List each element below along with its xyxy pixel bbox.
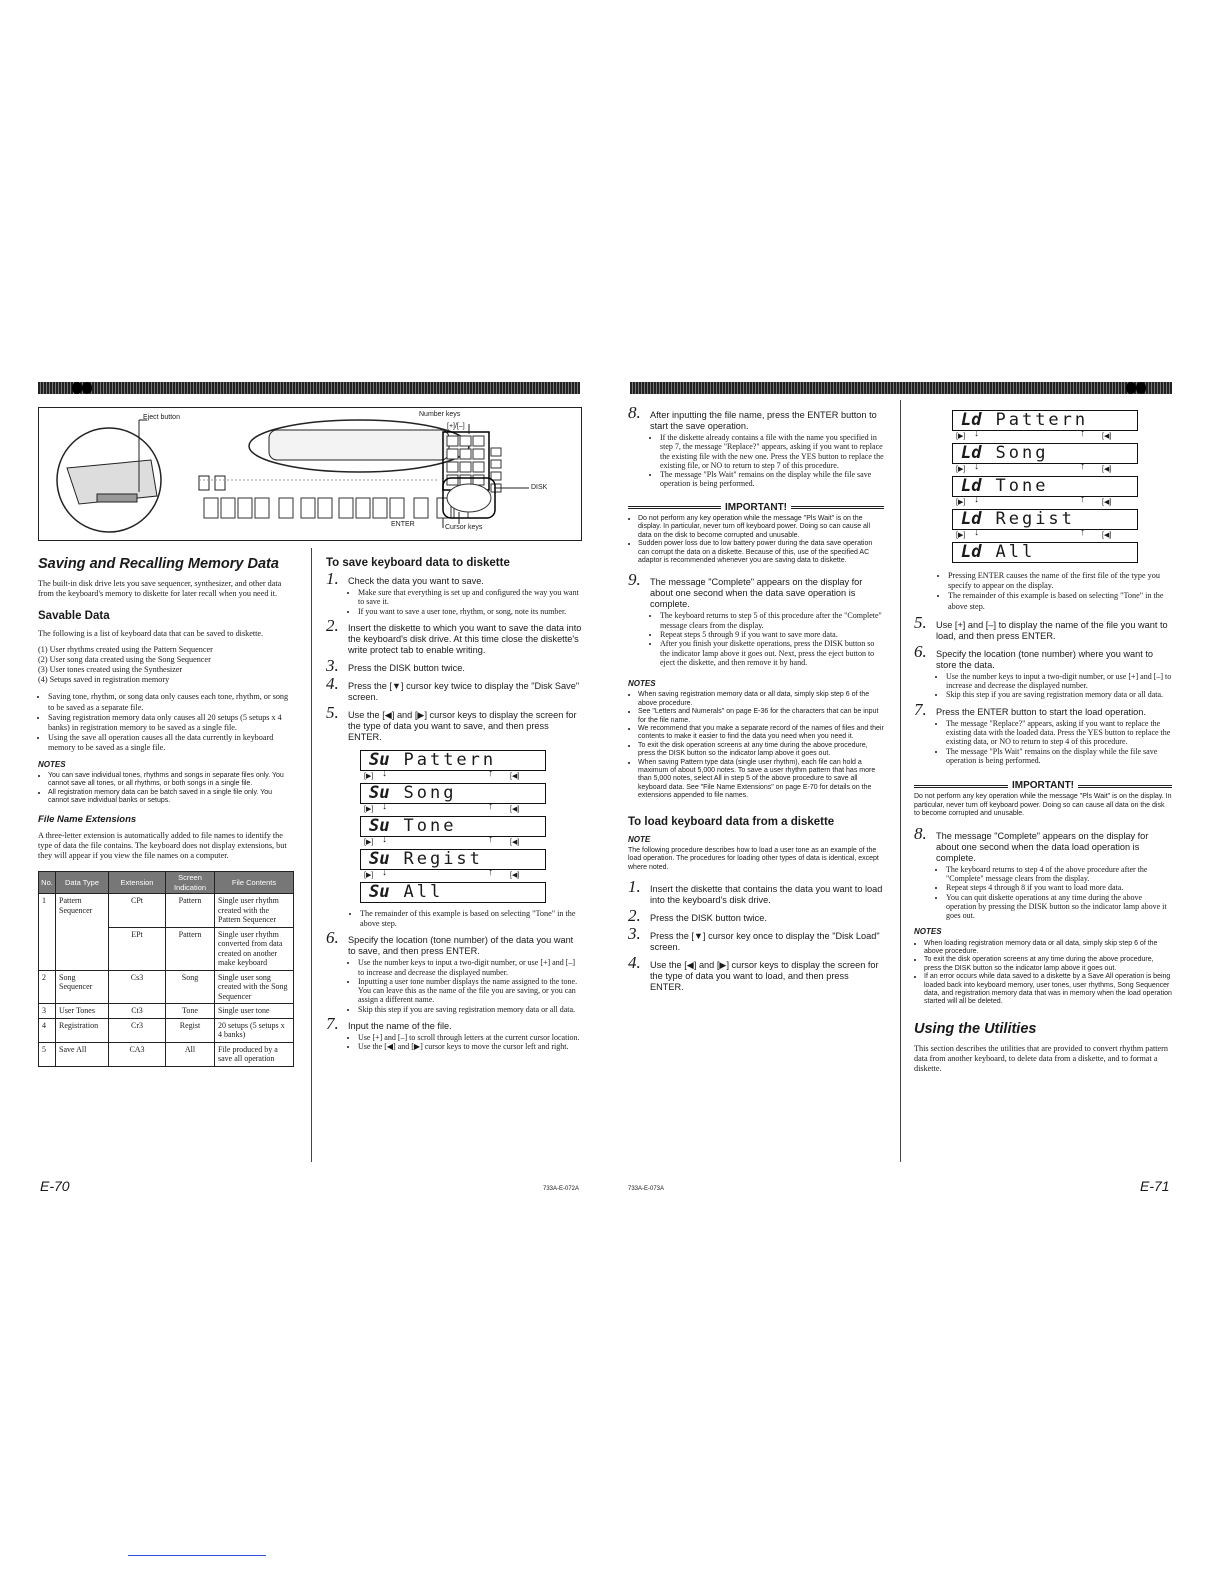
step-text: Insert the diskette that contains the data you want to load into the keyboard's disk drive.: [650, 884, 883, 906]
notes-label: NOTES: [38, 759, 66, 769]
bottom-link-rule: [128, 1555, 266, 1556]
table-header: No.: [39, 872, 56, 894]
step-text: Insert the diskette to which you want to save the data into the keyboard's disk drive. At this time close the diskette's write protect tab to enable writing.: [348, 622, 582, 655]
lcd-screen: Su Song: [360, 783, 546, 804]
important-list: [628, 515, 884, 565]
doc-code-left: 733A-E-072A: [543, 1186, 580, 1192]
load-step-4: 4. Use the [◀] and [▶] cursor keys to display the screen for the type of data you want to load, and then press ENTER.: [628, 953, 879, 993]
column-divider: [900, 400, 901, 1162]
table-cell: Tone: [166, 1004, 215, 1019]
load-step-7: 7. Press the ENTER button to start the load operation. • The message "Replace?" appears, asking if you want to replace the existing data with the loaded data. Press the YES button to replace the existing data, or NO to return to step 4 of this procedure. • The message "Pls Wait" remains on the display while the file save operation is being performed.: [914, 707, 1172, 765]
extensions-table: [38, 871, 294, 1067]
table-cell: Pattern Sequencer: [56, 894, 109, 971]
notes-list: [914, 940, 1172, 1007]
list-item: • Use the number keys to input a two-digit number, or use [+] and [–] to increase and decrease the displayed number.: [358, 958, 582, 977]
table-cell: Pattern: [166, 894, 215, 928]
page-number-left: E-70: [40, 1178, 70, 1194]
lcd-arrows: [▶] ↓ ↑ [◀]: [364, 800, 520, 813]
table-header: Data Type: [56, 872, 109, 894]
list-item: • Repeat steps 5 through 9 if you want to save more data.: [660, 630, 884, 639]
table-cell: Ct3: [109, 1004, 166, 1019]
list-item: • Pressing ENTER causes the name of the first file of the type you specify to appear on the display.: [948, 571, 1172, 591]
savable-intro: The following is a list of keyboard data that can be saved to diskette.: [38, 629, 264, 639]
table-cell: Save All: [56, 1042, 109, 1066]
list-item: • The keyboard returns to step 4 of the above procedure after the "Complete" message clears from the display.: [946, 865, 1172, 884]
step-text: After inputting the file name, press the ENTER button to start the save operation.: [650, 410, 877, 431]
table-cell: Cs3: [109, 970, 166, 1004]
step-2: 2. Insert the diskette to which you want to save the data into the keyboard's disk drive. At this time close the diskette's write protect tab to enable writing.: [326, 615, 582, 655]
table-cell: Registration: [56, 1018, 109, 1042]
step-9: 9. The message "Complete" appears on the display for about one second when the data save operation is complete. • The keyboard returns to step 5 of this procedure after the "Complete" message clears from the display. • Repeat steps 5 through 9 if you want to save more data. • After you finish your diskette operations, press the DISK button so the indicator lamp above it goes out. Next, press the eject button to eject the diskette, and then remove it by hand.: [628, 577, 884, 667]
list-item: • You can quit diskette operations at any time during the above operation by pressing the DISK button so the indicator lamp above it goes out.: [946, 893, 1172, 921]
step-text: Specify the location (tone number) where you want to store the data.: [936, 648, 1154, 670]
table-cell: EPt: [109, 927, 166, 970]
list-item: (1) User rhythms created using the Pattern Sequencer: [38, 644, 213, 654]
list-item: • The remainder of this example is based on selecting "Tone" in the above step.: [360, 909, 582, 929]
step-text: The message "Complete" appears on the display for about one second when the data load operation is complete.: [936, 830, 1149, 863]
after-lcd-notes: [938, 571, 1172, 612]
table-cell: File produced by a save all operation: [215, 1042, 294, 1066]
table-cell: 20 setups (5 setups x 4 banks): [215, 1018, 294, 1042]
lcd-arrows: [▶] ↓ ↑ [◀]: [364, 767, 520, 780]
list-item: • Saving registration memory data only causes all 20 setups (5 setups x 4 banks) in registration memory to be saved as a single file.: [48, 713, 294, 733]
table-cell: CPt: [109, 894, 166, 928]
step-text: Use the [◀] and [▶] cursor keys to display the screen for the type of data you want to save, and then press ENTER.: [348, 709, 577, 742]
important-text: Do not perform any key operation while the message "Pls Wait" is on the display. In particular, never turn off keyboard power. Doing so can cause all data on the disk to become corrupted and unusable.: [914, 793, 1172, 818]
ext-heading: File Name Extensions: [38, 814, 137, 826]
list-item: (3) User tones created using the Synthesizer: [38, 665, 183, 675]
table-cell: 1: [39, 894, 56, 971]
list-item: • Inputting a user tone number displays the name assigned to the tone. You can leave this as the name of the file you are saving, or you can assign a different name.: [358, 977, 582, 1005]
keyboard-diagram: [38, 407, 582, 541]
table-row: [39, 970, 294, 1004]
table-row: [39, 1018, 294, 1042]
step-3: 3. Press the DISK button twice.: [326, 655, 465, 675]
lcd-screen: Su Regist: [360, 849, 546, 870]
table-cell: CA3: [109, 1042, 166, 1066]
list-item: • Using the save all operation causes all the data currently in keyboard memory to be saved as a single file.: [48, 733, 294, 753]
list-item: • When saving registration memory data or all data, simply skip step 6 of the above procedure.: [638, 691, 884, 708]
table-cell: 3: [39, 1004, 56, 1019]
step-7: 7. Input the name of the file. • Use [+] and [–] to scroll through letters at the current cursor location. • Use the [◀] and [▶] cursor keys to move the cursor left and right.: [326, 1021, 582, 1052]
load-lcd-screens: [952, 410, 1138, 563]
lcd-screen: Ld Regist: [952, 509, 1138, 530]
intro-text: The built-in disk drive lets you save sequencer, synthesizer, and other data from the keyboard's memory to diskette for later recall when you need it.: [38, 579, 282, 599]
table-cell: Pattern: [166, 927, 215, 970]
savable-list: [38, 645, 294, 686]
save-column: [326, 556, 582, 1059]
notes-list: [628, 691, 884, 800]
step-text: Press the DISK button twice.: [348, 662, 465, 673]
lcd-arrows: [▶] ↓ ↑ [◀]: [956, 461, 1112, 473]
list-item: • Use [+] and [–] to scroll through letters at the current cursor location.: [358, 1033, 582, 1042]
table-cell: Single user song created with the Song Sequencer: [215, 970, 294, 1004]
cursor-keys-label: Cursor keys: [445, 524, 483, 531]
lcd-screen: Su All: [360, 882, 546, 903]
load-heading: To load keyboard data from a diskette: [628, 815, 835, 828]
list-item: • Make sure that everything is set up and configured the way you want to save it.: [358, 588, 582, 607]
list-item: • Sudden power loss due to low battery power during the data save operation can corrupt the data on a diskette. Because of this, use of the specified AC adaptor is recommended whenever you are saving data to diskette.: [638, 540, 884, 565]
list-item: • If you want to save a user tone, rhythm, or song, note its number.: [358, 607, 582, 616]
list-item: • We recommend that you make a separate record of the names of files and their contents to make it easier to find the data you need when you need it.: [638, 725, 884, 742]
lcd-screen: Su Tone: [360, 816, 546, 837]
savable-bullets: [38, 692, 294, 753]
step-text: Check the data you want to save.: [348, 576, 484, 586]
list-item: • When saving Pattern type data (single user rhythm), each file can hold a maximum of about 5,000 notes. To save a user rhythm pattern that has more than 5,000 notes, select All in step 5 of the above procedure to save all keyboard data. See "File Name Extensions" on page E-70 for details on the extensions appended to file names.: [638, 759, 884, 801]
header-band-right: [630, 382, 1172, 394]
table-row: [39, 1004, 294, 1019]
notes-label: NOTES: [914, 927, 942, 937]
list-item: • Do not perform any key operation while the message "Pls Wait" is on the display. In particular, never turn off keyboard power. Doing so can cause all data on the disk to become corrupted and unusable.: [638, 515, 884, 540]
load-step-2: 2. Press the DISK button twice.: [628, 906, 767, 926]
list-item: • Skip this step if you are saving registration memory data or all data.: [358, 1005, 582, 1014]
plusminus-label: [+]/[–]: [447, 423, 465, 430]
note-label: NOTE: [628, 834, 651, 844]
header-band-left: [38, 382, 580, 394]
table-header: Screen Indication: [166, 872, 215, 894]
list-item: • The remainder of this example is based on selecting "Tone" in the above step.: [948, 591, 1172, 611]
step-text: Use [+] and [–] to display the name of the file you want to load, and then press ENTER.: [936, 619, 1168, 641]
step-text: Press the DISK button twice.: [650, 913, 767, 924]
utilities-text: This section describes the utilities that are provided to convert rhythm pattern data from another keyboard, to delete data from a diskette, and to format a diskette.: [914, 1043, 1168, 1074]
step-text: Specify the location (tone number) of the data you want to save, and then press ENTER.: [348, 935, 574, 957]
lcd-screen: Su Pattern: [360, 750, 546, 771]
important-banner: IMPORTANT!: [628, 503, 884, 513]
notes-label: NOTES: [628, 679, 656, 689]
step-text: Press the [▼] cursor key once to display the "Disk Load" screen.: [650, 931, 880, 953]
table-cell: 4: [39, 1018, 56, 1042]
table-cell: Single user tone: [215, 1004, 294, 1019]
utilities-heading: Using the Utilities: [914, 1020, 1037, 1037]
disk-label: DISK: [531, 484, 548, 491]
list-item: • After you finish your diskette operations, press the DISK button so the indicator lamp above it goes out. Next, press the eject button to eject the diskette, and then remove it by hand.: [660, 639, 884, 667]
lcd-screen: Ld Song: [952, 443, 1138, 464]
list-item: • All registration memory data can be batch saved in a single file only. You cannot save individual banks or setups.: [48, 789, 294, 806]
step-text: Use the [◀] and [▶] cursor keys to display the screen for the type of data you want to load, and then press ENTER.: [650, 960, 879, 993]
list-item: • The message "Replace?" appears, asking if you want to replace the existing data with the loaded data. Press the YES button to replace the existing data, or NO to return to step 4 of this procedure.: [946, 719, 1172, 747]
list-item: • The message "Pls Wait" remains on the display while the file save operation is being performed.: [660, 470, 884, 489]
important-banner: IMPORTANT!: [914, 781, 1172, 791]
left-column: [38, 556, 294, 1067]
load-step-6: 6. Specify the location (tone number) where you want to store the data. • Use the number keys to input a two-digit number, or use [+] and [–] to increase and decrease the displayed number. • Skip this step if you are saving registration memory data or all data.: [914, 649, 1172, 700]
table-header: Extension: [109, 872, 166, 894]
list-item: • When loading registration memory data or all data, simply skip step 6 of the above procedure.: [924, 940, 1172, 957]
step-text: Input the name of the file.: [348, 1021, 452, 1032]
table-row: [39, 894, 294, 928]
lcd-arrows: [▶] ↓ ↑ [◀]: [956, 428, 1112, 440]
section-title: Saving and Recalling Memory Data: [38, 556, 279, 572]
list-item: • Repeat steps 4 through 8 if you want to load more data.: [946, 883, 1172, 892]
list-item: • Skip this step if you are saving registration memory data or all data.: [946, 690, 1172, 699]
list-item: • If an error occurs while data saved to a diskette by a Save All operation is being loaded back into keyboard memory, user tones, user rhythms, Song Sequencer data, and registration memory data that was in memory when the load operation started will all be deleted.: [924, 973, 1172, 1007]
lcd-screen: Ld Pattern: [952, 410, 1138, 431]
table-cell: User Tones: [56, 1004, 109, 1019]
list-item: • Use the [◀] and [▶] cursor keys to move the cursor left and right.: [358, 1042, 582, 1051]
table-cell: Single user rhythm converted from data created on another make keyboard: [215, 927, 294, 970]
step-text: Press the [▼] cursor key twice to display the "Disk Save" screen.: [348, 680, 580, 702]
load-note: The following procedure describes how to load a user tone as an example of the load operation. The procedures for loading other types of data is identical, except where noted.: [628, 846, 879, 871]
table-cell: Cr3: [109, 1018, 166, 1042]
lcd-arrows: [▶] ↓ ↑ [◀]: [364, 866, 520, 879]
load-step-5: 5. Use [+] and [–] to display the name of the file you want to load, and then press ENTER.: [914, 612, 1168, 641]
right-column: [628, 403, 884, 1000]
step-1: 1. Check the data you want to save. • Make sure that everything is set up and configured the way you want to save it. • If you want to save a user tone, rhythm, or song, note its number.: [326, 576, 582, 616]
lcd-screen: Ld Tone: [952, 476, 1138, 497]
after-lcd-note: [350, 909, 582, 929]
list-item: • If the diskette already contains a file with the name you specified in step 7, the message "Replace?" appears, asking if you want to replace the existing file with the new one. Press the YES button to replace the existing file, or NO to return to step 7 of this procedure.: [660, 433, 884, 470]
step-6: 6. Specify the location (tone number) of the data you want to save, and then press ENTER. • Use the number keys to input a two-digit number, or use [+] and [–] to increase and decrease the displayed number. • Inputting a user tone number displays the name assigned to the tone. You can leave this as the name of the file you are saving, or you can assign a different name. • Skip this step if you are saving registration memory data or all data.: [326, 935, 582, 1014]
list-item: • Use the number keys to input a two-digit number, or use [+] and [–] to increase and decrease the displayed number.: [946, 672, 1172, 691]
table-cell: Song: [166, 970, 215, 1004]
list-item: • You can save individual tones, rhythms and songs in separate files only. You cannot save all tones, or all rhythms, or both songs in a single file.: [48, 772, 294, 789]
lcd-arrows: [▶] ↓ ↑ [◀]: [364, 833, 520, 846]
list-item: • See "Letters and Numerals" on page E-36 for the characters that can be input for the file name.: [638, 708, 884, 725]
list-item: • The message "Pls Wait" remains on the display while the file save operation is being performed.: [946, 747, 1172, 766]
save-heading: To save keyboard data to diskette: [326, 557, 510, 569]
lcd-screen: Ld All: [952, 542, 1138, 563]
lcd-arrows: [▶] ↓ ↑ [◀]: [956, 494, 1112, 506]
list-item: • To exit the disk operation screens at any time during the above procedure, press the DISK button so the indicator lamp above it goes out.: [638, 742, 884, 759]
list-item: (4) Setups saved in registration memory: [38, 675, 170, 685]
list-item: • The keyboard returns to step 5 of this procedure after the "Complete" message clears from the display.: [660, 611, 884, 630]
table-cell: Single user rhythm created with the Pattern Sequencer: [215, 894, 294, 928]
far-column: [914, 410, 1172, 1079]
list-item: • Saving tone, rhythm, or song data only causes each tone, rhythm, or song to be saved as a separate file.: [48, 692, 294, 712]
save-lcd-screens: [360, 750, 546, 903]
table-cell: All: [166, 1042, 215, 1066]
step-8: 8. After inputting the file name, press the ENTER button to start the save operation. • If the diskette already contains a file with the name you specified in step 7, the message "Replace?" appears, asking if you want to replace the existing file with the new one. Press the YES button to replace the existing file, or NO to return to step 7 of this procedure. • The message "Pls Wait" remains on the display while the file save operation is being performed.: [628, 410, 884, 489]
list-item: (2) User song data created using the Song Sequencer: [38, 654, 211, 664]
lcd-arrows: [▶] ↓ ↑ [◀]: [956, 527, 1112, 539]
step-5: 5. Use the [◀] and [▶] cursor keys to display the screen for the type of data you want to save, and then press ENTER.: [326, 702, 577, 742]
savable-heading: Savable Data: [38, 610, 110, 623]
step-text: Press the ENTER button to start the load operation.: [936, 706, 1146, 717]
load-step-8: 8. The message "Complete" appears on the display for about one second when the data load operation is complete. • The keyboard returns to step 4 of the above procedure after the "Complete" message clears from the display. • Repeat steps 4 through 8 if you want to load more data. • You can quit diskette operations at any time during the above operation by pressing the DISK button so the indicator lamp above it goes out.: [914, 831, 1172, 921]
page-number-right: E-71: [1140, 1178, 1170, 1194]
column-divider: [311, 548, 312, 1162]
table-row: [39, 1042, 294, 1066]
number-keys-label: Number keys: [419, 411, 461, 418]
table-cell: 5: [39, 1042, 56, 1066]
table-cell: Song Sequencer: [56, 970, 109, 1004]
eject-label: Eject button: [143, 414, 180, 421]
notes-list: [38, 772, 294, 806]
load-step-3: 3. Press the [▼] cursor key once to display the "Disk Load" screen.: [628, 924, 880, 953]
load-step-1: 1. Insert the diskette that contains the data you want to load into the keyboard's disk drive.: [628, 877, 883, 906]
table-header: File Contents: [215, 872, 294, 894]
table-cell: Regist: [166, 1018, 215, 1042]
doc-code-right: 733A-E-073A: [628, 1186, 665, 1192]
table-cell: 2: [39, 970, 56, 1004]
ext-intro: A three-letter extension is automatically added to file names to identify the type of data the file contains. The keyboard does not display extensions, but they will appear if you view the file names on a computer.: [38, 830, 287, 861]
step-text: The message "Complete" appears on the display for about one second when the data save operation is complete.: [650, 577, 863, 610]
step-4: 4. Press the [▼] cursor key twice to display the "Disk Save" screen.: [326, 673, 580, 702]
list-item: • To exit the disk operation screens at any time during the above procedure, press the DISK button so the indicator lamp above it goes out.: [924, 956, 1172, 973]
enter-label: ENTER: [391, 521, 415, 528]
